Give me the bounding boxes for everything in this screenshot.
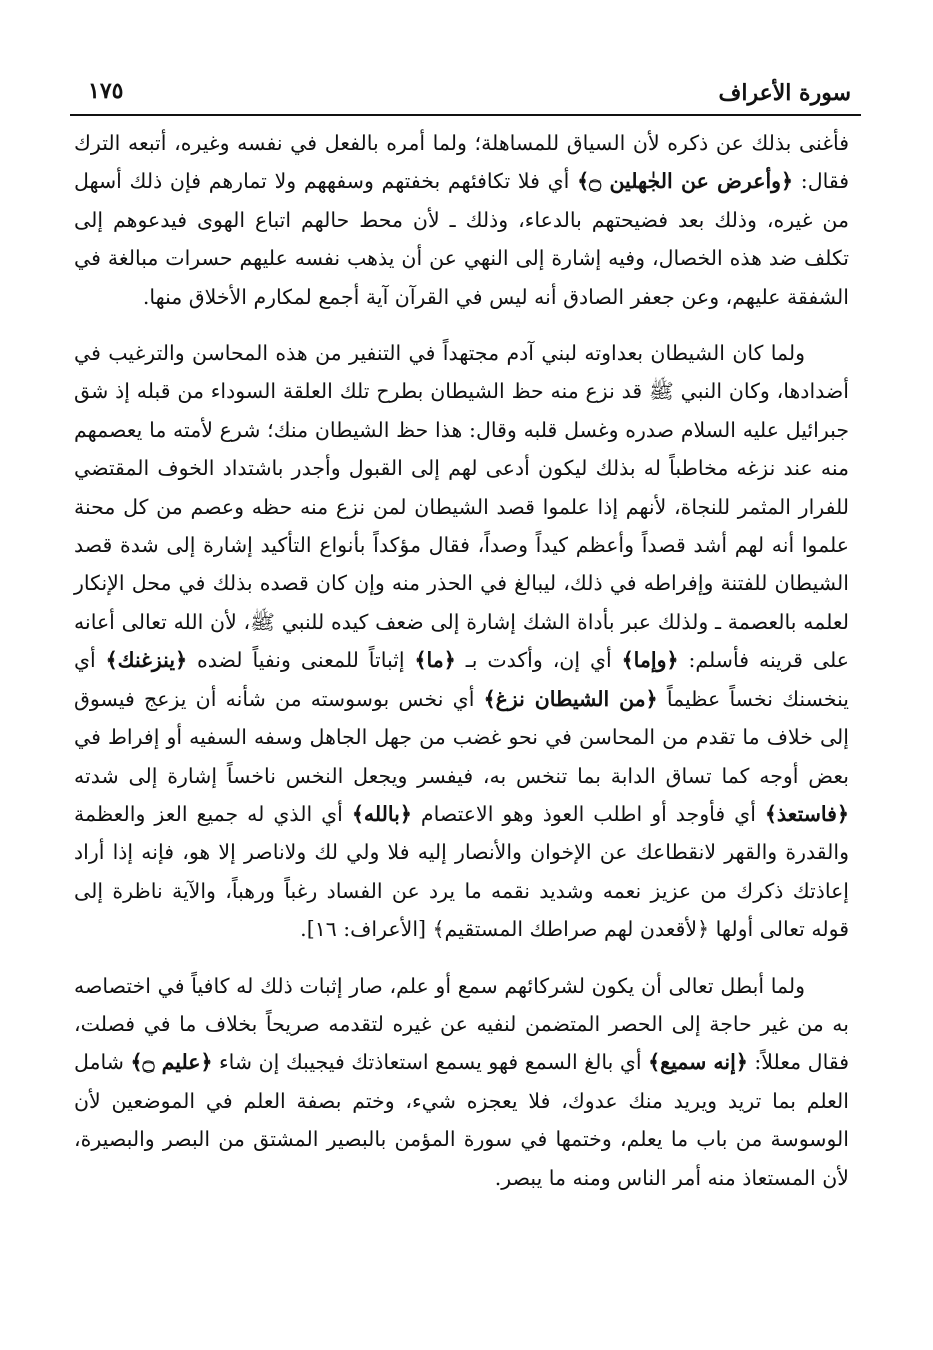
header-rule xyxy=(70,114,861,116)
text-segment: أي ينخسنك نخساً عظيماً xyxy=(74,648,849,711)
quran-quote: ﴿بالله﴾ xyxy=(351,801,412,826)
quran-quote: ﴿ما﴾ xyxy=(414,648,456,673)
text-segment: إثباتاً للمعنى ونفياً لضده xyxy=(187,648,415,673)
surah-title: سورة الأعراف xyxy=(718,80,851,106)
text-segment: أي بالغ السمع فهو يسمع استعاذتك فيجيبك إن شاء xyxy=(212,1050,649,1075)
paragraph-3 xyxy=(74,967,849,1197)
text-segment: ولما أبطل تعالى أن يكون لشركائهم سمع أو علم، صار إثبات ذلك له كافياً في اختصاصه به من غير حاجة إلى الحصر المتضمن لنفيه عن غيره لتقدمه صريحاً بخلاف ما في فصلت، فقال معللاً: xyxy=(74,973,849,1075)
page-number: ١٧٥ xyxy=(88,78,124,104)
paragraph-2 xyxy=(74,334,849,949)
text-segment: أي إن، وأكدت بـ xyxy=(455,648,622,673)
text-segment: أي الذي له جميع العز والعظمة والقدرة والقهر لانقطاعك عن الإخوان والأنصار إليه فلا ولي لك ولاناصر إلا هو، فإنه إذا أراد إعاذتك ذكرك من عزيز نعمه وشديد نقمه ما يرد عن الفساد رغباً ورهباً، والآية ناظرة إلى قوله تعالى أولها ﴿لأقعدن لهم صراطك المستقيم﴾ [الأعراف: ١٦]. xyxy=(74,801,849,942)
page-header xyxy=(70,74,863,114)
paragraph-1 xyxy=(74,124,849,316)
text-segment: فأغنى بذلك عن ذكره لأن السياق للمساهلة؛ ولما أمره بالفعل في نفسه وغيره، أتبعه الترك فقال: xyxy=(74,131,849,194)
quran-quote: ﴿من الشيطان نزغ﴾ xyxy=(483,686,658,711)
quran-quote: ﴿وإما﴾ xyxy=(621,648,679,673)
text-segment: أي نخس بوسوسته من شأنه أن يزعج فيسوق إلى خلاف ما تقدم من المحاسن في نحو غضب من جهل الجاهل وسفه السفيه أو إفراط في بعض أوجه كما تساق الدابة بما تنخس به، فيفسر ويجعل النخس ناخساً إشارة إلى شدته xyxy=(74,686,849,788)
page-body xyxy=(74,124,849,1197)
text-segment: ولما كان الشيطان بعداوته لبني آدم مجتهداً في التنفير من هذه المحاسن والترغيب في أضدادها، وكان النبي ﷺ قد نزع منه حظ الشيطان بطرح تلك العلقة السوداء من قبله إذ شق جبرائيل عليه السلام صدره وغسل قلبه وقال: هذا حظ الشيطان منك؛ شرع لأمته ما يعصمهم منه عند نزغه مخاطباً له بذلك ليكون أدعى لهم إلى القبول وأجدر باشتداد الخوف المقتضي للفرار المثمر للنجاة، لأنهم إذا علموا قصد الشيطان لمن نزع منه حظه وعصم من كل محنة علموا أنه لهم أشد قصداً وأعظم كيداً وصداً، فقال مؤكداً بأنواع التأكيد إشارة إلى شدة قصد الشيطان للفتنة وإفراطه في ذلك، ليبالغ في الحذر منه وإن كان قصده بذلك في محل الإنكار لعلمه بالعصمة ـ ولذلك عبر بأداة الشك إشارة إلى ضعف كيده للنبي ﷺ، لأن الله تعالى أعانه على قرينه فأسلم: xyxy=(74,341,849,673)
text-segment: شامل العلم بما تريد ويريد منك عدوك، فلا يعجزه شيء، وختم بصفة العلم في الموضعين لأن الوسوسة من باب ما يعلم، وختمها في سورة المؤمن بالبصير المشتق من البصر والبصيرة، لأن المستعاذ منه أمر الناس ومنه ما يبصر. xyxy=(74,1050,849,1190)
quran-quote: ﴿ينزغنك﴾ xyxy=(105,648,188,673)
quran-quote: ﴿إنه سميع﴾ xyxy=(648,1050,748,1075)
quran-quote: ﴿عليم ۝﴾ xyxy=(130,1050,213,1075)
text-segment: أي فلا تكافئهم بخفتهم وسفههم ولا تمارهم فإن ذلك أسهل من غيره، وذلك بعد فضيحتهم بالدعاء، وذلك ـ لأن محط حالهم اتباع الهوى فيدعوهم إلى تكلف ضد هذه الخصال، وفيه إشارة إلى النهي عن أن يذهب نفسه عليهم حسرات مبالغة في الشفقة عليهم، وعن جعفر الصادق أنه ليس في القرآن آية أجمع لمكارم الأخلاق منها. xyxy=(74,169,849,309)
text-segment: أي فأوجد أو اطلب العوذ وهو الاعتصام xyxy=(411,801,765,826)
quran-quote: ﴿فاستعذ﴾ xyxy=(764,801,849,826)
quran-quote: ﴿وأعرض عن الجٰهلين ۝﴾ xyxy=(577,169,794,194)
